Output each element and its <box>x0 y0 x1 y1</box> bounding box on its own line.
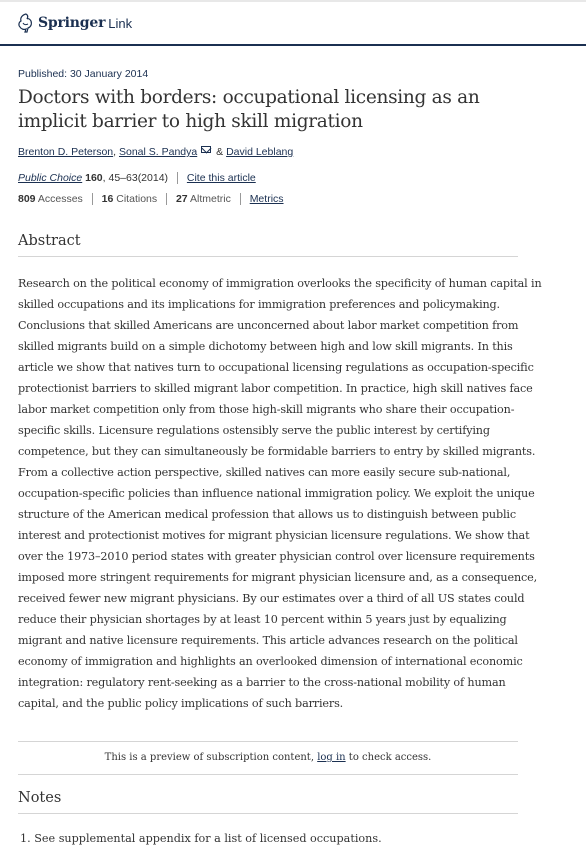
accesses-count: 809 <box>18 193 36 205</box>
abstract-line: capital, and the public policy implications of such barriers. <box>18 697 344 710</box>
author-separator: , <box>113 146 119 158</box>
abstract-line: Research on the political economy of immigration overlooks the specificity of human capital in <box>18 277 542 290</box>
citations-label: Citations <box>116 193 158 205</box>
journal-volume: 160 <box>85 172 103 184</box>
abstract-line: labor market competition only from those high-skill migrants who share their occupation- <box>18 403 515 416</box>
brand-name: Springer <box>38 15 106 31</box>
abstract-line: article we show that natives turn to occupational licensing regulations as occupation-specific <box>18 361 534 374</box>
abstract-line: interest and protectionist motives for migrant physician licensure regulations. We show that <box>18 529 530 542</box>
abstract-line: specific skills. Licensure regulations ostensibly serve the public interest by certifying <box>18 424 490 437</box>
divider <box>92 193 93 205</box>
preview-text: This is a preview of subscription content, <box>104 752 318 763</box>
abstract-line: structure of the American medical profession that allows us to distinguish between public <box>18 508 516 521</box>
abstract-line: competence, but they can simultaneously be formidable barriers to entry by skilled migrants. <box>18 445 536 458</box>
abstract-line: economy of immigration and highlights an overlooked dimension of international economic <box>18 655 523 668</box>
author-link-leblang[interactable]: David Leblang <box>226 146 294 158</box>
brand-suffix: Link <box>108 15 133 31</box>
abstract-line: integration: regulatory rent-seeking as a barrier to the cross-national mobility of human <box>18 676 506 689</box>
abstract-body <box>18 273 542 714</box>
abstract-line: Conclusions that skilled Americans are unconcerned about labor market competition from <box>18 319 519 332</box>
cite-article-link[interactable]: Cite this article <box>186 172 256 184</box>
abstract-line: over the 1973–2010 period states with greater physician control over licensure requirements <box>18 550 535 563</box>
abstract-line: imposed more stringent requirements for migrant physician licensure and, as a consequence, <box>18 571 537 584</box>
abstract-line: skilled migrants build on a simple dichotomy between high and low skill migrants. In this <box>18 340 513 353</box>
article-metrics <box>18 193 284 205</box>
author-ampersand: & <box>216 146 224 158</box>
abstract-line: received fewer new migrant physicians. By our estimates over a third of all US states could <box>18 592 525 605</box>
metrics-link[interactable]: Metrics <box>249 193 284 205</box>
preview-text-end: to check access. <box>345 752 432 763</box>
accesses-label: Accesses <box>37 193 83 205</box>
site-header <box>0 2 586 46</box>
abstract-line: skilled occupations and its implications for immigration preferences and policymaking. <box>18 298 500 311</box>
divider <box>177 172 178 184</box>
published-date: Published: 30 January 2014 <box>18 68 149 80</box>
journal-info <box>18 172 256 184</box>
login-link[interactable]: log in <box>317 752 346 763</box>
subscription-preview-notice <box>18 741 518 775</box>
springer-link-logo[interactable] <box>17 12 132 34</box>
divider <box>240 193 241 205</box>
abstract-line: occupation-specific policies than influence national immigration policy. We exploit the unique <box>18 487 535 500</box>
abstract-heading: Abstract <box>18 233 518 257</box>
article-title: Doctors with borders: occupational licensing as an implicit barrier to high skill migration <box>18 87 480 132</box>
citations-count: 16 <box>101 193 114 205</box>
abstract-line: reduce their physician shortages by at least 10 percent within 5 years just by equalizing <box>18 613 507 626</box>
divider <box>166 193 167 205</box>
notes-heading: Notes <box>18 790 518 814</box>
email-icon[interactable] <box>201 146 211 153</box>
abstract-line: migrant and native licensure requirements. This article advances research on the political <box>18 634 518 647</box>
springer-horse-icon <box>17 13 34 33</box>
author-link-peterson[interactable]: Brenton D. Peterson <box>18 146 114 158</box>
altmetric-label: Altmetric <box>190 193 231 205</box>
abstract-line: From a collective action perspective, skilled natives can more easily secure sub-national, <box>18 466 511 479</box>
note-item: 1. See supplemental appendix for a list of licensed occupations. <box>20 832 382 845</box>
abstract-line: protectionist barriers to skilled migrant labor competition. In practice, high skill natives face <box>18 382 533 395</box>
altmetric-count: 27 <box>175 193 188 205</box>
author-list <box>18 146 293 158</box>
journal-link[interactable]: Public Choice <box>18 172 83 184</box>
journal-pages: , 45–63(2014) <box>102 172 169 184</box>
author-link-pandya[interactable]: Sonal S. Pandya <box>118 146 198 158</box>
